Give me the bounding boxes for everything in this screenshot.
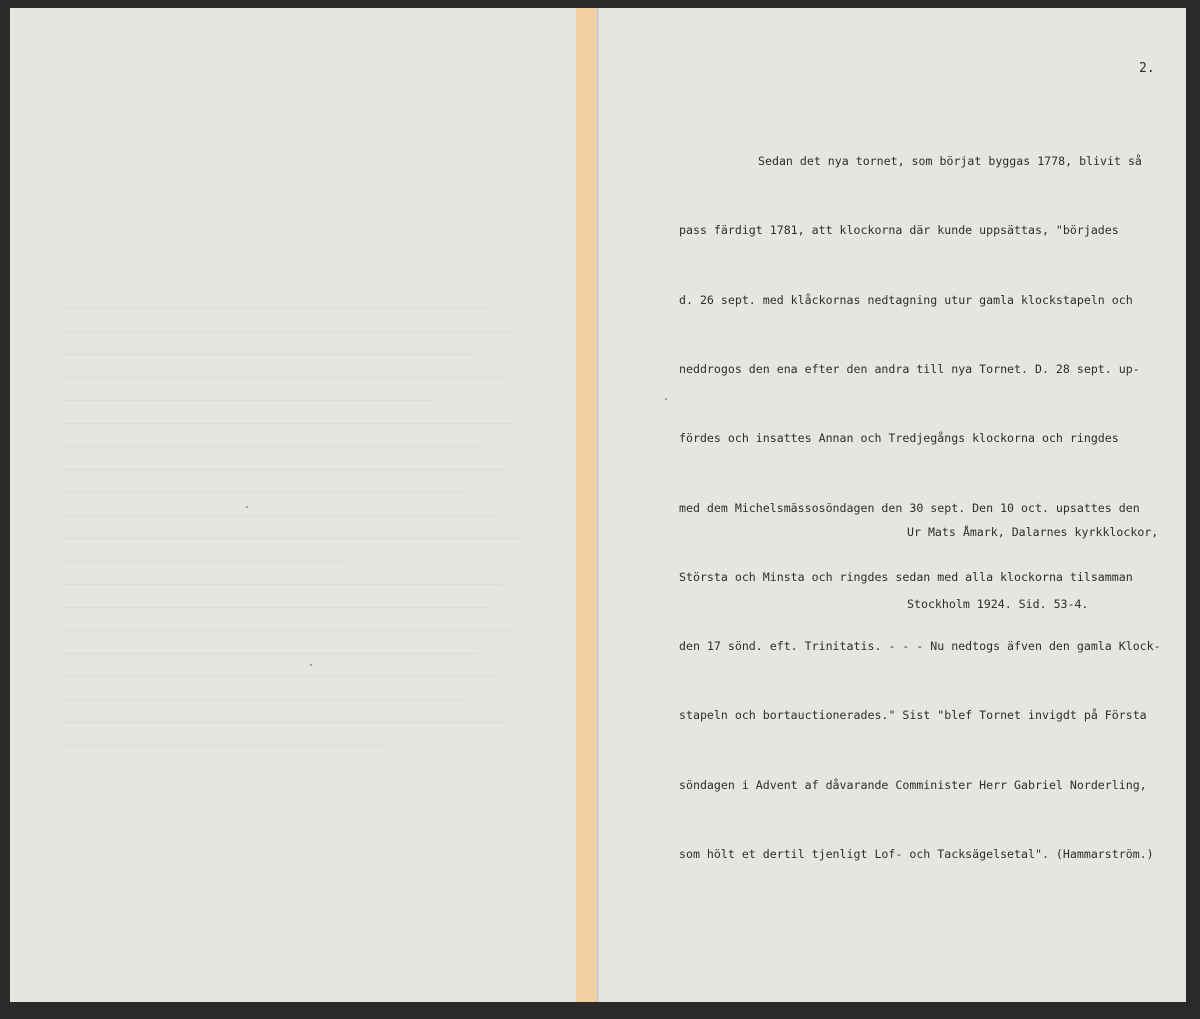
citation-line: Ur Mats Åmark, Dalarnes kyrkklockor, [907,525,1159,539]
body-line: som hölt et dertil tjenligt Lof- och Tacksägelsetal". (Hammarström.) [679,847,1154,861]
body-line: stapeln och bortauctionerades." Sist "blef Tornet invigdt på Första [679,708,1147,723]
body-line: neddrogos den ena efter den andra till nya Tornet. D. 28 sept. up- [679,362,1140,377]
body-line: fördes och insattes Annan och Tredjegångs klockorna och ringdes [679,431,1119,446]
body-line: pass färdigt 1781, att klockorna där kunde uppsättas, "börjades [679,223,1119,238]
body-line: d. 26 sept. med klåckornas nedtagning utur gamla klockstapeln och [679,292,1133,307]
body-line: Sedan det nya tornet, som börjat byggas 1778, blivit så [758,154,1142,169]
citation-line: Stockholm 1924. Sid. 53-4. [907,597,1089,611]
scan-bottom-edge [0,1002,1200,1019]
body-line: Största och Minsta och ringdes sedan med alla klockorna tilsamman [679,569,1133,584]
source-citation [907,472,1158,664]
body-line: med dem Michelsmässosöndagen den 30 sept. Den 10 oct. upsattes den [679,500,1140,515]
page-number: 2. [1139,61,1155,76]
bleed-through-text [60,308,530,928]
body-line: den 17 sönd. eft. Trinitatis. - - - Nu nedtogs äfven den gamla Klock- [679,639,1161,654]
left-page-blank [10,8,576,1002]
body-line: söndagen i Advent af dåvarande Comminister Herr Gabriel Norderling, [679,777,1147,792]
right-page [599,8,1186,1002]
